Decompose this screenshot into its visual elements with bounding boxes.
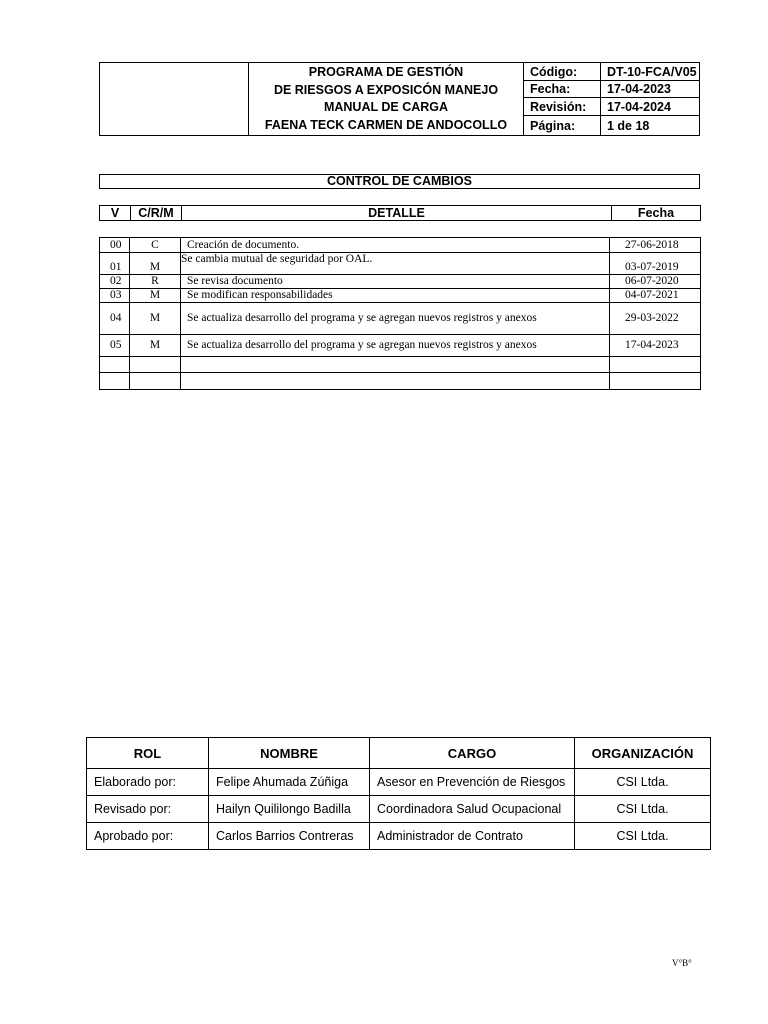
- col-header-detalle: DETALLE: [182, 206, 612, 221]
- cell-organizacion: CSI Ltda.: [575, 796, 711, 823]
- col-header-crm: C/R/M: [131, 206, 182, 221]
- cell-fecha: 03-07-2019: [610, 253, 701, 275]
- cell-rol: Elaborado por:: [87, 769, 209, 796]
- cell-detalle: Se revisa documento: [181, 275, 610, 289]
- meta-value-revision: 17-04-2024: [601, 98, 700, 116]
- col-header-cargo: CARGO: [370, 738, 575, 769]
- col-header-organizacion: ORGANIZACIÓN: [575, 738, 711, 769]
- col-header-nombre: NOMBRE: [209, 738, 370, 769]
- cell-v: 04: [100, 303, 130, 335]
- vb-mark: V°B°: [672, 958, 692, 968]
- cell-fecha: 04-07-2021: [610, 289, 701, 303]
- title-line: MANUAL DE CARGA: [323, 100, 449, 114]
- meta-value-codigo: DT-10-FCA/V05: [601, 63, 700, 81]
- table-row: [100, 275, 701, 289]
- cell-crm: M: [130, 303, 181, 335]
- cell-detalle: Se actualiza desarrollo del programa y se agregan nuevos registros y anexos: [181, 335, 610, 357]
- table-row: [100, 373, 701, 390]
- cell-nombre: Felipe Ahumada Zúñiga: [209, 769, 370, 796]
- cell-cargo: Administrador de Contrato: [370, 823, 575, 850]
- control-cambios-title: CONTROL DE CAMBIOS: [99, 174, 700, 189]
- cell-v: [100, 373, 130, 390]
- cell-fecha: 29-03-2022: [610, 303, 701, 335]
- table-row: [87, 823, 711, 850]
- cell-crm: M: [130, 289, 181, 303]
- cell-fecha: 27-06-2018: [610, 238, 701, 253]
- document-header: [99, 62, 700, 136]
- col-header-v: V: [100, 206, 131, 221]
- signatures-table: [86, 737, 711, 850]
- title-line: PROGRAMA DE GESTIÓN: [308, 65, 464, 79]
- col-header-fecha: Fecha: [612, 206, 701, 221]
- title-line: FAENA TECK CARMEN DE ANDOCOLLO: [264, 117, 508, 132]
- cell-v: 05: [100, 335, 130, 357]
- changes-table: [99, 237, 701, 390]
- cell-detalle: Se modifican responsabilidades: [181, 289, 610, 303]
- cell-cargo: Coordinadora Salud Ocupacional: [370, 796, 575, 823]
- cell-detalle: Se cambia mutual de seguridad por OAL.: [181, 253, 610, 275]
- cell-nombre: Carlos Barrios Contreras: [209, 823, 370, 850]
- table-row: [100, 357, 701, 373]
- document-title: [249, 63, 524, 136]
- cell-fecha: 17-04-2023: [610, 335, 701, 357]
- cell-v: 03: [100, 289, 130, 303]
- cell-detalle: [181, 357, 610, 373]
- table-row: [87, 769, 711, 796]
- table-row: [87, 796, 711, 823]
- meta-label-fecha: Fecha:: [524, 81, 601, 98]
- table-row: [100, 289, 701, 303]
- cell-nombre: Hailyn Quililongo Badilla: [209, 796, 370, 823]
- cell-crm: M: [130, 335, 181, 357]
- col-header-rol: ROL: [87, 738, 209, 769]
- cell-fecha: [610, 373, 701, 390]
- changes-table-header: [99, 205, 701, 221]
- cell-organizacion: CSI Ltda.: [575, 823, 711, 850]
- cell-crm: [130, 373, 181, 390]
- cell-organizacion: CSI Ltda.: [575, 769, 711, 796]
- cell-v: 00: [100, 238, 130, 253]
- cell-detalle: Creación de documento.: [181, 238, 610, 253]
- cell-cargo: Asesor en Prevención de Riesgos: [370, 769, 575, 796]
- logo-area: [100, 63, 249, 136]
- cell-crm: C: [130, 238, 181, 253]
- cell-crm: [130, 357, 181, 373]
- cell-v: [100, 357, 130, 373]
- title-line: DE RIESGOS A EXPOSICÓN MANEJO: [273, 82, 499, 97]
- meta-label-pagina: Página:: [524, 116, 601, 136]
- cell-detalle: [181, 373, 610, 390]
- cell-fecha: [610, 357, 701, 373]
- meta-label-codigo: Código:: [524, 63, 601, 81]
- table-row: [100, 238, 701, 253]
- meta-value-pagina: 1 de 18: [601, 116, 700, 136]
- cell-v: 02: [100, 275, 130, 289]
- table-header-row: [87, 738, 711, 769]
- table-row: [100, 253, 701, 275]
- cell-v: 01: [100, 253, 130, 275]
- cell-rol: Revisado por:: [87, 796, 209, 823]
- cell-crm: R: [130, 275, 181, 289]
- table-row: [100, 335, 701, 357]
- meta-label-revision: Revisión:: [524, 98, 601, 116]
- cell-rol: Aprobado por:: [87, 823, 209, 850]
- cell-detalle: Se actualiza desarrollo del programa y se agregan nuevos registros y anexos: [181, 303, 610, 335]
- cell-fecha: 06-07-2020: [610, 275, 701, 289]
- meta-value-fecha: 17-04-2023: [601, 81, 700, 98]
- cell-crm: M: [130, 253, 181, 275]
- table-row: [100, 303, 701, 335]
